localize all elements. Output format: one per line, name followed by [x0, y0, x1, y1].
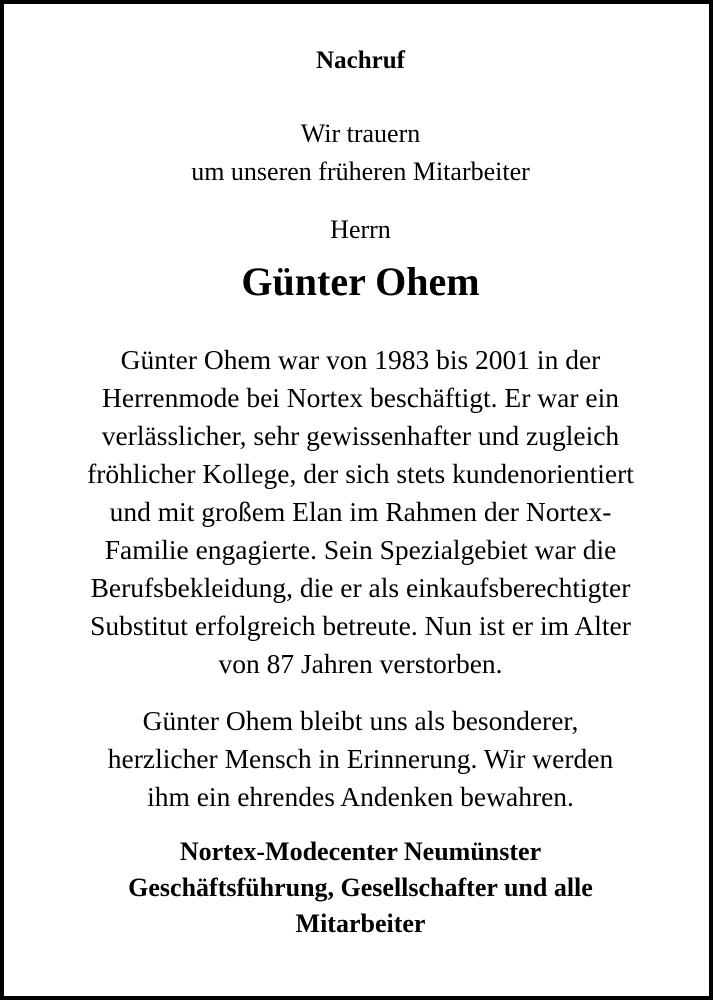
paragraph-line: Günter Ohem bleibt uns als besonderer, [142, 705, 579, 736]
paragraph-line: Familie engagierte. Sein Spezialgebiet war die [104, 534, 617, 565]
paragraph-line: von 87 Jahren verstorben. [218, 648, 503, 679]
signature-line: Geschäftsführung, Gesellschafter und alle [128, 873, 593, 902]
signature-line: Mitarbeiter [295, 909, 426, 938]
notice-heading: Nachruf [316, 47, 405, 74]
paragraph-line: fröhlicher Kollege, der sich stets kundenorientiert [87, 458, 634, 489]
paragraph-line: Substitut erfolgreich betreute. Nun ist er im Alter [90, 610, 631, 641]
paragraph-line: Günter Ohem war von 1983 bis 2001 in der [120, 344, 601, 375]
deceased-name: Günter Ohem [241, 259, 480, 304]
intro-line: Wir trauern [300, 119, 421, 148]
paragraph-line: Berufsbekleidung, die er als einkaufsberechtigter [90, 572, 631, 603]
paragraph-line: verlässlicher, sehr gewissenhafter und zugleich [101, 420, 620, 451]
signature-line: Nortex-Modecenter Neumünster [179, 837, 542, 866]
salutation: Herrn [330, 215, 391, 244]
intro-line: um unseren früheren Mitarbeiter [191, 157, 530, 186]
paragraph-line: und mit großem Elan im Rahmen der Nortex- [109, 496, 612, 527]
paragraph-line: herzlicher Mensch in Erinnerung. Wir werden [107, 743, 614, 774]
paragraph-line: Herrenmode bei Nortex beschäftigt. Er war ein [102, 382, 619, 413]
paragraph-line: ihm ein ehrendes Andenken bewahren. [147, 781, 574, 812]
